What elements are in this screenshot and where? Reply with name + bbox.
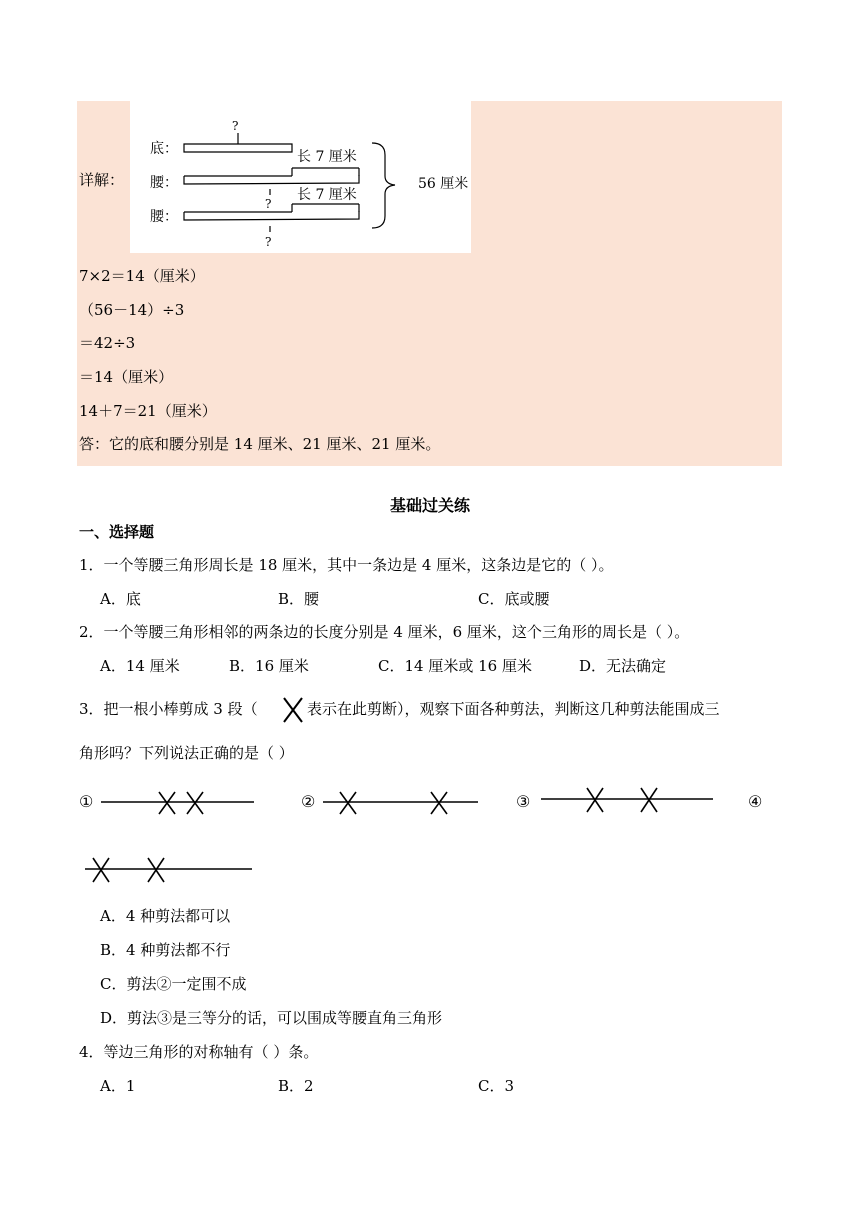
diagram-extra-label-2: 长 7 厘米 [297,187,357,203]
solution-step: ＝42÷3 [79,334,136,352]
diagram-extra-label-1: 长 7 厘米 [297,149,357,165]
question-2-option-a[interactable]: A．14 厘米 [100,657,180,675]
diagram-base-label: 底： [150,141,178,157]
question-3-option-b[interactable]: B．4 种剪法都不行 [100,941,231,959]
question-3-stem-part1: 3．把一根小棒剪成 3 段（ [79,700,258,718]
figure-1-stick [101,792,254,814]
figure-label-2: ② [301,792,316,811]
question-3-option-a[interactable]: A．4 种剪法都可以 [100,907,231,925]
question-2-option-d[interactable]: D．无法确定 [579,657,667,675]
figure-label-4: ④ [748,792,763,811]
question-2-option-c[interactable]: C．14 厘米或 16 厘米 [378,657,532,675]
diagram-leg1-label: 腰： [150,175,178,191]
question-4-option-c[interactable]: C．3 [478,1077,515,1095]
diagram-question-bottom: ? [265,235,272,249]
diagram-question-top: ? [232,119,239,133]
diagram-total-label: 56 厘米 [418,176,469,192]
question-3-stem-part2: 表示在此剪断），观察下面各种剪法，判断这几种剪法能围成三 [307,700,720,718]
question-1-option-a[interactable]: A．底 [100,590,141,608]
figure-label-1: ① [79,792,94,811]
question-3-option-d[interactable]: D．剪法③是三等分的话，可以围成等腰直角三角形 [100,1009,443,1027]
figure-3-stick [541,788,713,812]
solution-step: （56－14）÷3 [79,301,185,319]
diagram-leg2-label: 腰： [150,209,178,225]
question-3-stem-part3: 角形吗？下列说法正确的是（ ） [79,744,294,762]
question-1-option-c[interactable]: C．底或腰 [478,590,550,608]
solution-step: 14＋7＝21（厘米） [79,402,217,420]
part-title: 一、选择题 [79,523,155,541]
question-1-stem: 1．一个等腰三角形周长是 18 厘米，其中一条边是 4 厘米，这条边是它的（ ）。 [79,556,614,574]
figure-2-stick [323,792,478,814]
solution-label: 详解： [79,171,125,189]
solution-step: 7×2＝14（厘米） [79,267,205,285]
figure-4-stick [85,858,252,882]
solution-step: ＝14（厘米） [79,368,174,386]
question-1-option-b[interactable]: B．腰 [278,590,320,608]
question-2-stem: 2．一个等腰三角形相邻的两条边的长度分别是 4 厘米，6 厘米，这个三角形的周长是（ ）。 [79,623,690,641]
question-4-option-b[interactable]: B．2 [278,1077,314,1095]
question-4-option-a[interactable]: A．1 [100,1077,136,1095]
question-2-option-b[interactable]: B．16 厘米 [229,657,309,675]
question-4-stem: 4．等边三角形的对称轴有（ ）条。 [79,1043,319,1061]
section-title: 基础过关练 [389,496,470,515]
solution-answer: 答：它的底和腰分别是 14 厘米、21 厘米、21 厘米。 [79,435,441,453]
figure-label-3: ③ [516,792,531,811]
diagram-question-mid: ? [265,197,272,211]
question-3-option-c[interactable]: C．剪法②一定围不成 [100,975,247,993]
